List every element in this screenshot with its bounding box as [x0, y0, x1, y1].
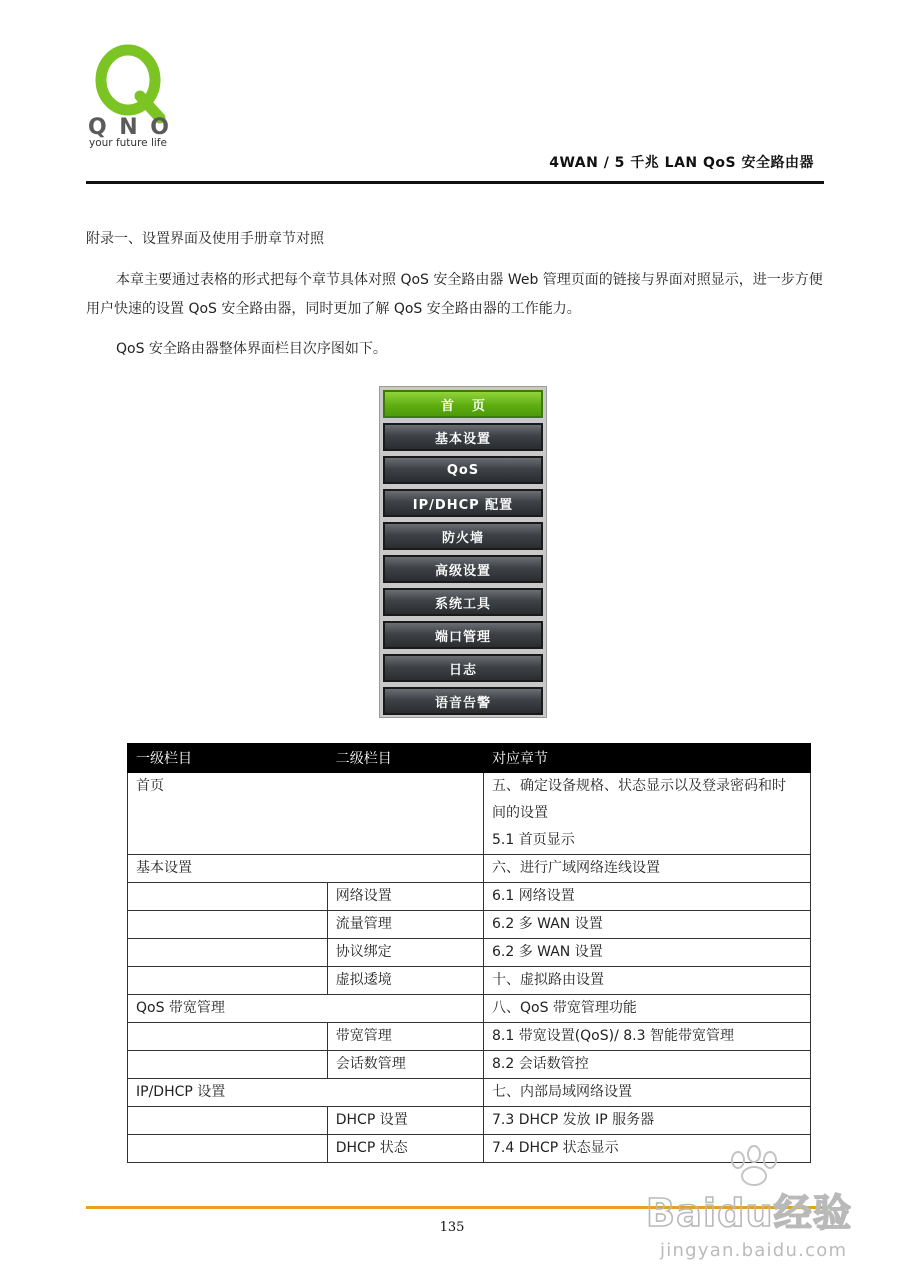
chapter-cell: 7.3 DHCP 发放 IP 服务器 [483, 1107, 810, 1135]
level1-cell [128, 1023, 328, 1051]
header-chapter: 对应章节 [483, 744, 810, 773]
table-header-row [128, 744, 811, 773]
level2-cell: 虚拟逶境 [327, 967, 483, 995]
table-row [128, 773, 811, 855]
table-row [128, 911, 811, 939]
menu-item-port-management: 端口管理 [383, 621, 543, 649]
logo-wordmark: QNO [88, 115, 170, 140]
table-row [128, 855, 811, 883]
table-row [128, 939, 811, 967]
logo-tagline: your future life [89, 137, 167, 149]
level1-cell [128, 1051, 328, 1079]
level2-cell: 协议绑定 [327, 939, 483, 967]
paw-icon [732, 1146, 776, 1185]
table-row [128, 1107, 811, 1135]
document-header-title: 4WAN / 5 千兆 LAN QoS 安全路由器 [549, 155, 814, 171]
chapter-cell: 八、QoS 带宽管理功能 [483, 995, 810, 1023]
chapter-cell: 七、内部局域网络设置 [483, 1079, 810, 1107]
menu-item-advanced: 高级设置 [383, 555, 543, 583]
level1-cell [128, 939, 328, 967]
chapter-cell: 8.1 带宽设置(QoS)/ 8.3 智能带宽管理 [483, 1023, 810, 1051]
level2-cell: 网络设置 [327, 883, 483, 911]
chapter-cell: 8.2 会话数管控 [483, 1051, 810, 1079]
menu-order-note: QoS 安全路由器整体界面栏目次序图如下。 [116, 341, 387, 357]
baidu-watermark [646, 1140, 856, 1270]
level2-cell: 流量管理 [327, 911, 483, 939]
chapter-cell: 6.2 多 WAN 设置 [483, 939, 810, 967]
level1-cell: 基本设置 [128, 855, 484, 883]
table-row [128, 1079, 811, 1107]
chapter-mapping-table [127, 743, 811, 1163]
level1-cell [128, 967, 328, 995]
menu-item-ip-dhcp: IP/DHCP 配置 [383, 489, 543, 517]
table-row [128, 1051, 811, 1079]
watermark-brand: Baidu经验 [646, 1191, 851, 1235]
level1-cell: QoS 带宽管理 [128, 995, 484, 1023]
menu-screenshot [379, 386, 547, 718]
level1-cell [128, 1135, 328, 1163]
chapter-cell: 6.2 多 WAN 设置 [483, 911, 810, 939]
level1-cell: 首页 [128, 773, 484, 855]
level2-cell: 会话数管理 [327, 1051, 483, 1079]
table-row [128, 1023, 811, 1051]
menu-item-qos: QoS [383, 456, 543, 484]
table-row [128, 995, 811, 1023]
level2-cell: DHCP 状态 [327, 1135, 483, 1163]
menu-item-log: 日志 [383, 654, 543, 682]
chapter-cell: 6.1 网络设置 [483, 883, 810, 911]
level2-cell: 带宽管理 [327, 1023, 483, 1051]
menu-item-home: 首页 [383, 390, 543, 418]
level1-cell: IP/DHCP 设置 [128, 1079, 484, 1107]
level1-cell [128, 1107, 328, 1135]
level1-cell [128, 911, 328, 939]
chapter-cell: 六、进行广域网络连线设置 [483, 855, 810, 883]
chapter-cell: 7.4 DHCP 状态显示 [483, 1135, 810, 1163]
header-level1: 一级栏目 [128, 744, 328, 773]
chapter-cell: 十、虚拟路由设置 [483, 967, 810, 995]
qno-logo [88, 40, 198, 152]
watermark-url: jingyan.baidu.com [660, 1240, 846, 1261]
table-row [128, 967, 811, 995]
chapter-cell: 五、确定设备规格、状态显示以及登录密码和时 间的设置 5.1 首页显示 [483, 773, 810, 855]
menu-item-basic-settings: 基本设置 [383, 423, 543, 451]
menu-item-system-tools: 系统工具 [383, 588, 543, 616]
appendix-heading: 附录一、设置界面及使用手册章节对照 [86, 231, 324, 247]
header-divider [86, 181, 824, 184]
level1-cell [128, 883, 328, 911]
menu-item-firewall: 防火墙 [383, 522, 543, 550]
level2-cell: DHCP 设置 [327, 1107, 483, 1135]
page-number: 135 [439, 1220, 465, 1235]
intro-paragraph: 本章主要通过表格的形式把每个章节具体对照 QoS 安全路由器 Web 管理页面的链接与界面对照显示，进一步方便用户快速的设置 QoS 安全路由器，同时更加了解 QoS 安全路由器的工作能力。 [86, 272, 823, 317]
menu-item-voice-alert: 语音告警 [383, 687, 543, 715]
table-row [128, 883, 811, 911]
header-level2: 二级栏目 [327, 744, 483, 773]
